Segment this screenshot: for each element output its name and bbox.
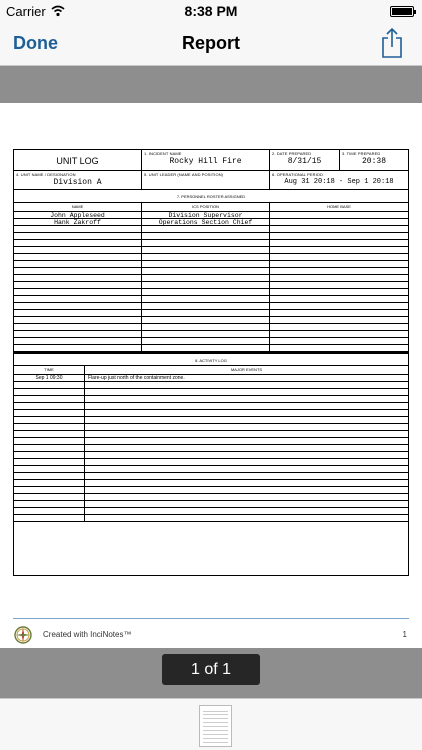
battery-icon (390, 6, 414, 17)
roster-cell (142, 338, 270, 344)
activity-event-cell (85, 396, 408, 402)
roster-cell (142, 303, 270, 309)
roster-cell (14, 247, 142, 253)
roster-cell (270, 254, 408, 260)
roster-cell (270, 219, 408, 225)
table-row (14, 424, 408, 431)
incident-name-cell (142, 150, 270, 170)
time-prepared-cell (340, 150, 408, 170)
unit-leader-label: 5. UNIT LEADER (NAME AND POSITION) (144, 172, 224, 177)
activity-event-cell (85, 452, 408, 458)
table-row (14, 331, 408, 338)
activity-time-cell (14, 445, 85, 451)
table-row (14, 403, 408, 410)
roster-cell (142, 240, 270, 246)
table-row (14, 212, 408, 219)
time-prepared-value: 20:38 (361, 157, 386, 166)
document-margin-top (0, 66, 422, 103)
table-row (14, 452, 408, 459)
roster-title-row (14, 190, 408, 203)
share-icon[interactable] (380, 27, 404, 59)
unit-name-cell (14, 171, 142, 189)
unit-leader-cell (142, 171, 270, 189)
activity-time-cell (14, 438, 85, 444)
incident-name-label: 1. INCIDENT NAME (144, 151, 182, 156)
roster-cell (14, 226, 142, 232)
roster-cell (270, 247, 408, 253)
roster-cell (14, 240, 142, 246)
table-row (14, 459, 408, 466)
roster-cell (142, 261, 270, 267)
table-row (14, 445, 408, 452)
activity-title-row (14, 352, 408, 366)
roster-cell (270, 261, 408, 267)
roster-cell (270, 226, 408, 232)
table-row (14, 317, 408, 324)
table-row (14, 466, 408, 473)
table-row (14, 473, 408, 480)
operational-period-label: 6. OPERATIONAL PERIOD (272, 172, 324, 177)
roster-cell (270, 331, 408, 337)
activity-event-cell (85, 410, 408, 416)
page-indicator: 1 of 1 (162, 654, 260, 685)
roster-cell (270, 233, 408, 239)
table-row (14, 389, 408, 396)
roster-column-header: ICS POSITION (142, 203, 270, 211)
table-row (14, 324, 408, 331)
unit-name-value: Division A (53, 178, 102, 187)
roster-cell (142, 247, 270, 253)
table-row (14, 268, 408, 275)
activity-time-cell (14, 480, 85, 486)
status-time: 8:38 PM (184, 3, 238, 19)
table-row (14, 438, 408, 445)
thumbnail-strip (0, 698, 422, 750)
roster-cell (14, 310, 142, 316)
roster-cell (270, 345, 408, 351)
activity-event-cell (85, 515, 408, 521)
roster-column-header: HOME BASE (327, 204, 351, 209)
activity-time-cell (14, 403, 85, 409)
roster-cell (142, 289, 270, 295)
table-row (14, 261, 408, 268)
carrier-label: Carrier (6, 4, 46, 19)
table-row (14, 254, 408, 261)
roster-cell (142, 233, 270, 239)
activity-time-cell (14, 459, 85, 465)
activity-event-cell: Flare-up just north of the containment zone. (88, 375, 185, 381)
activity-event-cell (85, 508, 408, 514)
roster-cell (14, 331, 142, 337)
roster-cell: Hank Zakroff (14, 219, 142, 225)
roster-cell (14, 261, 142, 267)
activity-event-cell (85, 459, 408, 465)
activity-event-cell (85, 480, 408, 486)
roster-cell (270, 212, 408, 218)
roster-cell (142, 296, 270, 302)
activity-event-cell (85, 424, 408, 430)
activity-event-cell (85, 445, 408, 451)
activity-event-cell (85, 494, 408, 500)
done-button[interactable]: Done (13, 33, 58, 53)
table-row (14, 431, 408, 438)
activity-time-cell (14, 487, 85, 493)
roster-cell (270, 282, 408, 288)
roster-cell (142, 345, 270, 351)
table-row (14, 247, 408, 254)
status-bar (0, 0, 422, 22)
operational-period-cell (270, 171, 408, 189)
table-row (14, 303, 408, 310)
table-row (14, 240, 408, 247)
table-row (14, 410, 408, 417)
roster-cell (270, 296, 408, 302)
activity-event-cell (85, 417, 408, 423)
time-prepared-label: 3. TIME PREPARED (342, 151, 381, 156)
roster-cell (14, 303, 142, 309)
roster-cell (270, 310, 408, 316)
table-row (14, 396, 408, 403)
activity-event-cell (85, 487, 408, 493)
activity-time-cell (14, 473, 85, 479)
activity-event-cell (85, 501, 408, 507)
table-row (14, 282, 408, 289)
activity-event-cell (85, 431, 408, 437)
document-margin-bottom (0, 648, 422, 698)
table-row (14, 494, 408, 501)
navigation-bar (0, 22, 422, 66)
table-row (14, 375, 408, 382)
form-header-row-1 (14, 150, 408, 171)
roster-cell (142, 275, 270, 281)
page-number: 1 (402, 630, 407, 639)
activity-title: 8. ACTIVITY LOG (195, 358, 227, 363)
roster-cell (270, 268, 408, 274)
roster-cell (14, 345, 142, 351)
roster-cell (14, 289, 142, 295)
roster-cell (270, 303, 408, 309)
roster-cell (142, 268, 270, 274)
activity-event-cell (85, 473, 408, 479)
roster-cell (14, 254, 142, 260)
table-row (14, 338, 408, 345)
table-row (14, 487, 408, 494)
roster-cell (14, 296, 142, 302)
incident-name-value: Rocky Hill Fire (169, 157, 242, 166)
activity-column-header: TIME (14, 366, 85, 374)
activity-event-cell (85, 438, 408, 444)
table-row (14, 480, 408, 487)
table-row (14, 501, 408, 508)
roster-cell (142, 310, 270, 316)
roster-column-header: NAME (14, 203, 142, 211)
roster-cell: Operations Section Chief (142, 219, 270, 225)
operational-period-value: Aug 31 20:18 - Sep 1 20:18 (284, 178, 394, 186)
roster-cell (14, 338, 142, 344)
form-title-cell (14, 150, 142, 170)
table-row (14, 233, 408, 240)
table-row (14, 345, 408, 352)
activity-time-cell (14, 494, 85, 500)
report-page[interactable] (0, 103, 422, 648)
roster-header-row (14, 203, 408, 212)
roster-cell (142, 331, 270, 337)
footer-divider (13, 618, 409, 619)
table-row (14, 310, 408, 317)
activity-time-cell (14, 389, 85, 395)
roster-cell (14, 268, 142, 274)
activity-time-cell (14, 431, 85, 437)
roster-cell (14, 324, 142, 330)
activity-event-cell (85, 403, 408, 409)
unit-log-form (13, 149, 409, 576)
roster-cell (270, 338, 408, 344)
created-with-text: Created with InciNotes™ (43, 630, 132, 639)
table-row (14, 515, 408, 522)
activity-event-cell (85, 382, 408, 388)
roster-cell (14, 275, 142, 281)
table-row (14, 275, 408, 282)
activity-event-cell (85, 389, 408, 395)
activity-time-cell (14, 508, 85, 514)
roster-cell (142, 282, 270, 288)
date-prepared-label: 2. DATE PREPARED (272, 151, 312, 156)
roster-cell (270, 324, 408, 330)
page-title: Report (182, 33, 240, 53)
activity-header-row (14, 366, 408, 375)
activity-time-cell (14, 396, 85, 402)
roster-cell (142, 317, 270, 323)
roster-cell (270, 275, 408, 281)
roster-cell: John Appleseed (14, 212, 142, 218)
activity-column-header: MAJOR EVENTS (230, 367, 263, 372)
activity-time-cell (14, 417, 85, 423)
table-row (14, 508, 408, 515)
roster-cell (142, 226, 270, 232)
roster-cell (14, 317, 142, 323)
page-thumbnail[interactable] (199, 705, 232, 747)
activity-time-cell (14, 466, 85, 472)
table-row (14, 382, 408, 389)
activity-time-cell (14, 515, 85, 521)
roster-cell (14, 233, 142, 239)
roster-cell (270, 289, 408, 295)
table-row (14, 219, 408, 226)
unit-name-label: 4. UNIT NAME / DESIGNATION (16, 172, 76, 177)
roster-cell (270, 317, 408, 323)
form-title: UNIT LOG (56, 156, 99, 166)
roster-cell (142, 254, 270, 260)
table-row (14, 289, 408, 296)
table-row (14, 417, 408, 424)
activity-time-cell: Sep 1 09:30 (14, 375, 85, 381)
table-row (14, 226, 408, 233)
activity-time-cell (14, 501, 85, 507)
activity-event-cell (85, 466, 408, 472)
form-header-row-2 (14, 171, 408, 190)
compass-logo-icon (14, 626, 32, 644)
date-prepared-value: 8/31/15 (287, 157, 322, 166)
date-prepared-cell (270, 150, 340, 170)
activity-time-cell (14, 424, 85, 430)
table-row (14, 296, 408, 303)
roster-title: 7. PERSONNEL ROSTER ASSIGNED (176, 194, 246, 199)
activity-time-cell (14, 410, 85, 416)
activity-time-cell (14, 382, 85, 388)
roster-cell (270, 240, 408, 246)
activity-time-cell (14, 452, 85, 458)
roster-cell (14, 282, 142, 288)
roster-cell: Division Supervisor (142, 212, 270, 218)
roster-cell (142, 324, 270, 330)
